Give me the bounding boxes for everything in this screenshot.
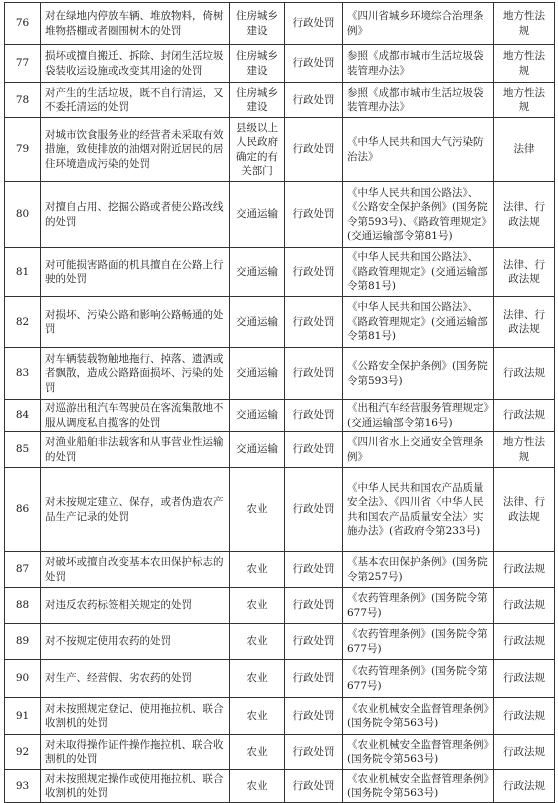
action-type: 行政处罚	[285, 400, 343, 432]
legal-basis: 《中华人民共和国公路法》、《公路安全保护条例》(国务院令第593号)、《路政管理规定》(交通运输部令第81号)	[343, 182, 494, 248]
row-number: 79	[5, 118, 41, 182]
row-number: 77	[5, 45, 41, 83]
department: 县级以上人民政府确定的有关部门	[230, 118, 285, 182]
law-level: 行政法规	[494, 735, 555, 770]
law-level: 行政法规	[494, 400, 555, 432]
table-row	[5, 735, 555, 770]
department: 农业	[230, 624, 285, 660]
table-row	[5, 468, 555, 552]
table-row	[5, 3, 555, 45]
legal-basis: 《农业机械安全监督管理条例》(国务院令第563号)	[343, 698, 494, 735]
row-number: 86	[5, 468, 41, 552]
table-row	[5, 297, 555, 348]
penalty-item: 对城市饮食服务业的经营者未采取有效措施，致使排放的油烟对附近居民的居住环境造成污染的处罚	[41, 118, 230, 182]
legal-basis: 《基本农田保护条例》(国务院令第257号)	[343, 552, 494, 588]
action-type: 行政处罚	[285, 432, 343, 468]
department: 交通运输	[230, 182, 285, 248]
table-row	[5, 432, 555, 468]
department: 农业	[230, 660, 285, 698]
legal-basis: 《四川省水上交通安全管理条例》	[343, 432, 494, 468]
action-type: 行政处罚	[285, 552, 343, 588]
penalty-item: 对巡游出租汽车驾驶员在客流集散地不服从调度私自揽客的处罚	[41, 400, 230, 432]
table-row	[5, 118, 555, 182]
row-number: 92	[5, 735, 41, 770]
action-type: 行政处罚	[285, 698, 343, 735]
action-type: 行政处罚	[285, 735, 343, 770]
law-level: 地方性法规	[494, 45, 555, 83]
legal-basis: 《农药管理条例》(国务院令第677号)	[343, 588, 494, 624]
row-number: 89	[5, 624, 41, 660]
action-type: 行政处罚	[285, 83, 343, 118]
penalty-item: 对未按照规定登记、使用拖拉机、联合收割机的处罚	[41, 698, 230, 735]
law-level: 法律、行政法规	[494, 297, 555, 348]
department: 住房城乡建设	[230, 3, 285, 45]
action-type: 行政处罚	[285, 118, 343, 182]
law-level: 行政法规	[494, 348, 555, 400]
action-type: 行政处罚	[285, 624, 343, 660]
department: 交通运输	[230, 400, 285, 432]
law-level: 行政法规	[494, 660, 555, 698]
row-number: 87	[5, 552, 41, 588]
law-level: 行政法规	[494, 552, 555, 588]
legal-basis: 《中华人民共和国公路法》、《路政管理规定》(交通运输部令第81号)	[343, 297, 494, 348]
action-type: 行政处罚	[285, 468, 343, 552]
table-row	[5, 248, 555, 297]
penalty-item: 对不按规定使用农药的处罚	[41, 624, 230, 660]
penalty-item: 对未取得操作证件操作拖拉机、联合收割机的处罚	[41, 735, 230, 770]
law-level: 法律、行政法规	[494, 182, 555, 248]
row-number: 83	[5, 348, 41, 400]
action-type: 行政处罚	[285, 297, 343, 348]
law-level: 行政法规	[494, 770, 555, 803]
penalty-item: 对擅自占用、挖掘公路或者使公路改线的处罚	[41, 182, 230, 248]
department: 交通运输	[230, 432, 285, 468]
row-number: 80	[5, 182, 41, 248]
table-row	[5, 400, 555, 432]
legal-basis: 参照《成都市城市生活垃圾袋装管理办法》	[343, 83, 494, 118]
department: 住房城乡建设	[230, 83, 285, 118]
law-level: 地方性法规	[494, 3, 555, 45]
penalty-table	[4, 2, 555, 803]
department: 农业	[230, 468, 285, 552]
table-row	[5, 770, 555, 803]
table-row	[5, 45, 555, 83]
row-number: 88	[5, 588, 41, 624]
table-row	[5, 348, 555, 400]
penalty-item: 对可能损害路面的机具擅自在公路上行驶的处罚	[41, 248, 230, 297]
legal-basis: 《出租汽车经营服务管理规定》(交通运输部令第16号)	[343, 400, 494, 432]
action-type: 行政处罚	[285, 248, 343, 297]
table-row	[5, 552, 555, 588]
table-row	[5, 698, 555, 735]
legal-basis: 参照《成都市城市生活垃圾袋装管理办法》	[343, 45, 494, 83]
row-number: 90	[5, 660, 41, 698]
legal-basis: 《农业机械安全监督管理条例》(国务院令第563号)	[343, 770, 494, 803]
row-number: 76	[5, 3, 41, 45]
table-row	[5, 660, 555, 698]
table-row	[5, 588, 555, 624]
legal-basis: 《中华人民共和国大气污染防治法》	[343, 118, 494, 182]
table-body	[5, 3, 555, 803]
action-type: 行政处罚	[285, 770, 343, 803]
penalty-item: 对车辆装载物触地拖行、掉落、遗洒或者飘散，造成公路路面损坏、污染的处罚	[41, 348, 230, 400]
penalty-item: 对破坏或擅自改变基本农田保护标志的处罚	[41, 552, 230, 588]
penalty-item: 对产生的生活垃圾，既不自行清运，又不委托清运的处罚	[41, 83, 230, 118]
law-level: 法律	[494, 118, 555, 182]
law-level: 行政法规	[494, 588, 555, 624]
department: 农业	[230, 552, 285, 588]
table-row	[5, 182, 555, 248]
legal-basis: 《农业机械安全监督管理条例》(国务院令第563号)	[343, 735, 494, 770]
penalty-item: 对违反农药标签相关规定的处罚	[41, 588, 230, 624]
legal-basis: 《中华人民共和国农产品质量安全法》、《四川省〈中华人民共和国农产品质量安全法〉实施办法》(省政府令第233号)	[343, 468, 494, 552]
table-row	[5, 624, 555, 660]
penalty-item: 对未按规定建立、保存，或者伪造农产品生产记录的处罚	[41, 468, 230, 552]
legal-basis: 《四川省城乡环境综合治理条例》	[343, 3, 494, 45]
law-level: 法律、行政法规	[494, 468, 555, 552]
law-level: 地方性法规	[494, 432, 555, 468]
department: 农业	[230, 770, 285, 803]
law-level: 行政法规	[494, 624, 555, 660]
law-level: 地方性法规	[494, 83, 555, 118]
table-row	[5, 83, 555, 118]
department: 交通运输	[230, 348, 285, 400]
action-type: 行政处罚	[285, 348, 343, 400]
row-number: 78	[5, 83, 41, 118]
row-number: 81	[5, 248, 41, 297]
legal-basis: 《农药管理条例》(国务院令第677号)	[343, 660, 494, 698]
penalty-item: 对损坏、污染公路和影响公路畅通的处罚	[41, 297, 230, 348]
row-number: 85	[5, 432, 41, 468]
department: 农业	[230, 698, 285, 735]
action-type: 行政处罚	[285, 45, 343, 83]
row-number: 82	[5, 297, 41, 348]
department: 农业	[230, 588, 285, 624]
department: 交通运输	[230, 297, 285, 348]
penalty-item: 对未按照规定操作或使用拖拉机、联合收割机的处罚	[41, 770, 230, 803]
legal-basis: 《农药管理条例》(国务院令第677号)	[343, 624, 494, 660]
action-type: 行政处罚	[285, 588, 343, 624]
law-level: 行政法规	[494, 698, 555, 735]
penalty-item: 对生产、经营假、劣农药的处罚	[41, 660, 230, 698]
law-level: 法律、行政法规	[494, 248, 555, 297]
legal-basis: 《中华人民共和国公路法》、《路政管理规定》(交通运输部令第81号)	[343, 248, 494, 297]
department: 交通运输	[230, 248, 285, 297]
row-number: 93	[5, 770, 41, 803]
row-number: 91	[5, 698, 41, 735]
penalty-item: 对在绿地内停放车辆、堆放物料，倚树堆物搭棚或者圈围树木的处罚	[41, 3, 230, 45]
action-type: 行政处罚	[285, 660, 343, 698]
legal-basis: 《公路安全保护条例》(国务院令第593号)	[343, 348, 494, 400]
row-number: 84	[5, 400, 41, 432]
department: 住房城乡建设	[230, 45, 285, 83]
department: 农业	[230, 735, 285, 770]
penalty-item: 对渔业船舶非法载客和从事营业性运输的处罚	[41, 432, 230, 468]
action-type: 行政处罚	[285, 3, 343, 45]
action-type: 行政处罚	[285, 182, 343, 248]
penalty-item: 损坏或擅自搬迁、拆除、封闭生活垃圾袋装收运设施或改变其用途的处罚	[41, 45, 230, 83]
